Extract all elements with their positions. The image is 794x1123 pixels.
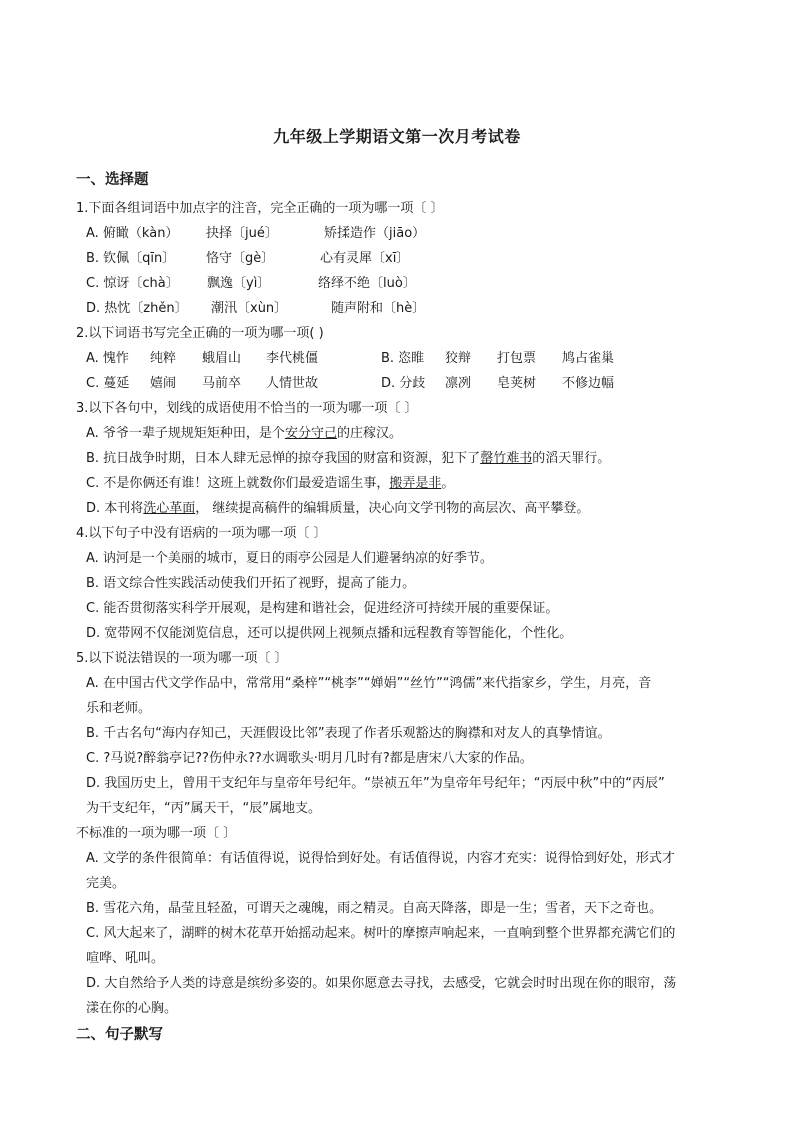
q3-option-b xyxy=(86,450,610,468)
q6-option-d-continued: 漾在你的心胸。 xyxy=(86,1001,178,1016)
q3-c-underlined-idiom: 搬弄是非 xyxy=(389,476,442,491)
q6-option-d: D. 大自然给予人类的诗意是缤纷多姿的。如果你愿意去寻找，去感受，它就会时时出现在你的眼帘，荡 xyxy=(86,976,677,991)
q4-option-c: C. 能否贯彻落实科学开展观，是构建和谐社会，促进经济可持续开展的重要保证。 xyxy=(86,601,559,616)
q3-b-text: 的滔天罪行。 xyxy=(532,451,611,466)
q1-b-word2: 恪守〔gè〕 xyxy=(206,251,275,266)
q1-b-word1: B. 钦佩〔qīn〕 xyxy=(86,251,176,266)
q2-word: 不修边幅 xyxy=(562,376,615,391)
q3-a-text: A. 爷爷一辈子规规矩矩种田，是个 xyxy=(86,426,285,441)
q6-option-c: C. 风大起来了，湖畔的树木花草开始摇动起来。树叶的摩擦声响起来，一直响到整个世界都充满它们的 xyxy=(86,926,676,941)
q5-option-b: B. 千古名句“海内存知己，天涯假设比邻”表现了作者乐观豁达的胸襟和对友人的真挚情谊。 xyxy=(86,726,611,741)
q6-option-a: A. 文学的条件很简单：有话值得说，说得恰到好处。有话值得说，内容才充实：说得恰到好处，形式才 xyxy=(86,851,675,866)
q6-option-b: B. 雪花六角，晶莹且轻盈，可谓天之魂魄，雨之精灵。自高天降落，即是一生；雪者，天下之奇也。 xyxy=(86,901,663,916)
q3-a-underlined-idiom: 安分守己 xyxy=(284,426,337,441)
q2-word: 纯粹 xyxy=(150,351,177,366)
q5-option-a-continued: 乐和老师。 xyxy=(86,701,152,716)
q1-stem: 1.下面各组词语中加点字的注音，完全正确的一项为哪一项〔 〕 xyxy=(76,201,444,216)
q1-d-word3: 随声附和〔hè〕 xyxy=(331,301,426,316)
q2-row-ab xyxy=(86,350,614,368)
q2-word: 凛冽 xyxy=(445,376,472,391)
q3-option-a xyxy=(86,425,402,443)
q2-word: 马前卒 xyxy=(202,376,242,391)
q2-word: A. 愧怍 xyxy=(86,351,129,366)
q1-option-c xyxy=(86,275,416,293)
q3-option-d xyxy=(86,500,589,518)
q3-d-text: ， 继续提高稿件的编辑质量，决心向文学刊物的高层次、高平攀登。 xyxy=(195,501,590,516)
q5-stem: 5.以下说法错误的一项为哪一项〔 〕 xyxy=(76,651,288,666)
q5-option-d: D. 我国历史上，曾用干支纪年与皇帝年号纪年。“崇祯五年”为皇帝年号纪年；“丙辰中秋”中的“丙辰” xyxy=(86,776,665,791)
q2-word: C. 蔓延 xyxy=(86,376,130,391)
q1-c-word2: 飘逸〔yì〕 xyxy=(207,276,271,291)
q3-d-text: D. 本刊将 xyxy=(86,501,144,516)
q1-b-word3: 心有灵犀〔xī〕 xyxy=(320,251,410,266)
q1-a-word2: 抉择〔jué〕 xyxy=(206,226,278,241)
q1-d-word1: D. 热忱〔zhěn〕 xyxy=(86,301,188,316)
q3-b-text: B. 抗日战争时期，日本人肆无忌惮的掠夺我国的财富和资源，犯下了 xyxy=(86,451,481,466)
q1-a-word1: A. 俯瞰（kàn） xyxy=(86,226,179,241)
q3-a-text: 的庄稼汉。 xyxy=(336,426,402,441)
q1-a-word3: 矫揉造作（jiāo） xyxy=(324,226,426,241)
q3-d-underlined-idiom: 洗心革面 xyxy=(143,501,196,516)
q3-c-text: 。 xyxy=(441,476,455,491)
q2-stem: 2.以下词语书写完全正确的一项为哪一项( ) xyxy=(76,326,324,341)
q1-option-b xyxy=(86,250,409,268)
q1-c-word1: C. 惊讶〔chà〕 xyxy=(86,276,179,291)
q6-option-c-continued: 喧哗、吼叫。 xyxy=(86,951,165,966)
q2-word: B. 恣睢 xyxy=(381,351,425,366)
q6-option-a-continued: 完美。 xyxy=(86,876,126,891)
q2-row-cd xyxy=(86,375,614,393)
q5-option-c: C. ?马说?醉翁亭记??伤仲永??水调歌头·明月几时有?都是唐宋八大家的作品。 xyxy=(86,751,533,766)
q2-word: 李代桃僵 xyxy=(266,351,319,366)
q2-word: 打包票 xyxy=(497,351,537,366)
q5-option-a: A. 在中国古代文学作品中，常常用“桑梓”“桃李”“婵娟”“丝竹”“鸿儒”来代指家乡，学生，月亮，音 xyxy=(86,676,652,691)
q1-option-a xyxy=(86,225,425,243)
exam-title: 九年级上学期语文第一次月考试卷 xyxy=(273,127,521,146)
q3-stem: 3.以下各句中，划线的成语使用不恰当的一项为哪一项〔 〕 xyxy=(76,401,418,416)
q4-option-b: B. 语文综合性实践活动使我们开拓了视野，提高了能力。 xyxy=(86,576,416,591)
q3-option-c xyxy=(86,475,454,493)
section-dictation-heading: 二、句子默写 xyxy=(76,1027,163,1043)
q5-option-d-continued: 为干支纪年，“丙”属天干，“辰”属地支。 xyxy=(86,801,321,816)
q6-stem: 不标准的一项为哪一项〔 〕 xyxy=(76,826,237,841)
q2-word: 鸠占雀巢 xyxy=(562,351,615,366)
section-choice-heading: 一、选择题 xyxy=(76,172,149,188)
q1-d-word2: 潮汛〔xùn〕 xyxy=(211,301,288,316)
q2-word: 皂荚树 xyxy=(497,376,537,391)
q3-b-underlined-idiom: 罄竹难书 xyxy=(480,451,533,466)
q2-word: 蛾眉山 xyxy=(202,351,242,366)
q2-word: 人情世故 xyxy=(266,376,319,391)
q3-c-text: C. 不是你俩还有谁！这班上就数你们最爱造谣生事， xyxy=(86,476,390,491)
q4-option-d: D. 宽带网不仅能浏览信息，还可以提供网上视频点播和远程教育等智能化，个性化。 xyxy=(86,626,573,641)
q2-word: D. 分歧 xyxy=(381,376,426,391)
q2-word: 嬉闹 xyxy=(150,376,177,391)
q1-option-d xyxy=(86,300,425,318)
q4-option-a: A. 讷河是一个美丽的城市，夏日的雨亭公园是人们避暑纳凉的好季节。 xyxy=(86,551,493,566)
q1-c-word3: 络绎不绝〔luò〕 xyxy=(318,276,416,291)
q4-stem: 4.以下句子中没有语病的一项为哪一项〔 〕 xyxy=(76,526,327,541)
q2-word: 狡辩 xyxy=(445,351,472,366)
